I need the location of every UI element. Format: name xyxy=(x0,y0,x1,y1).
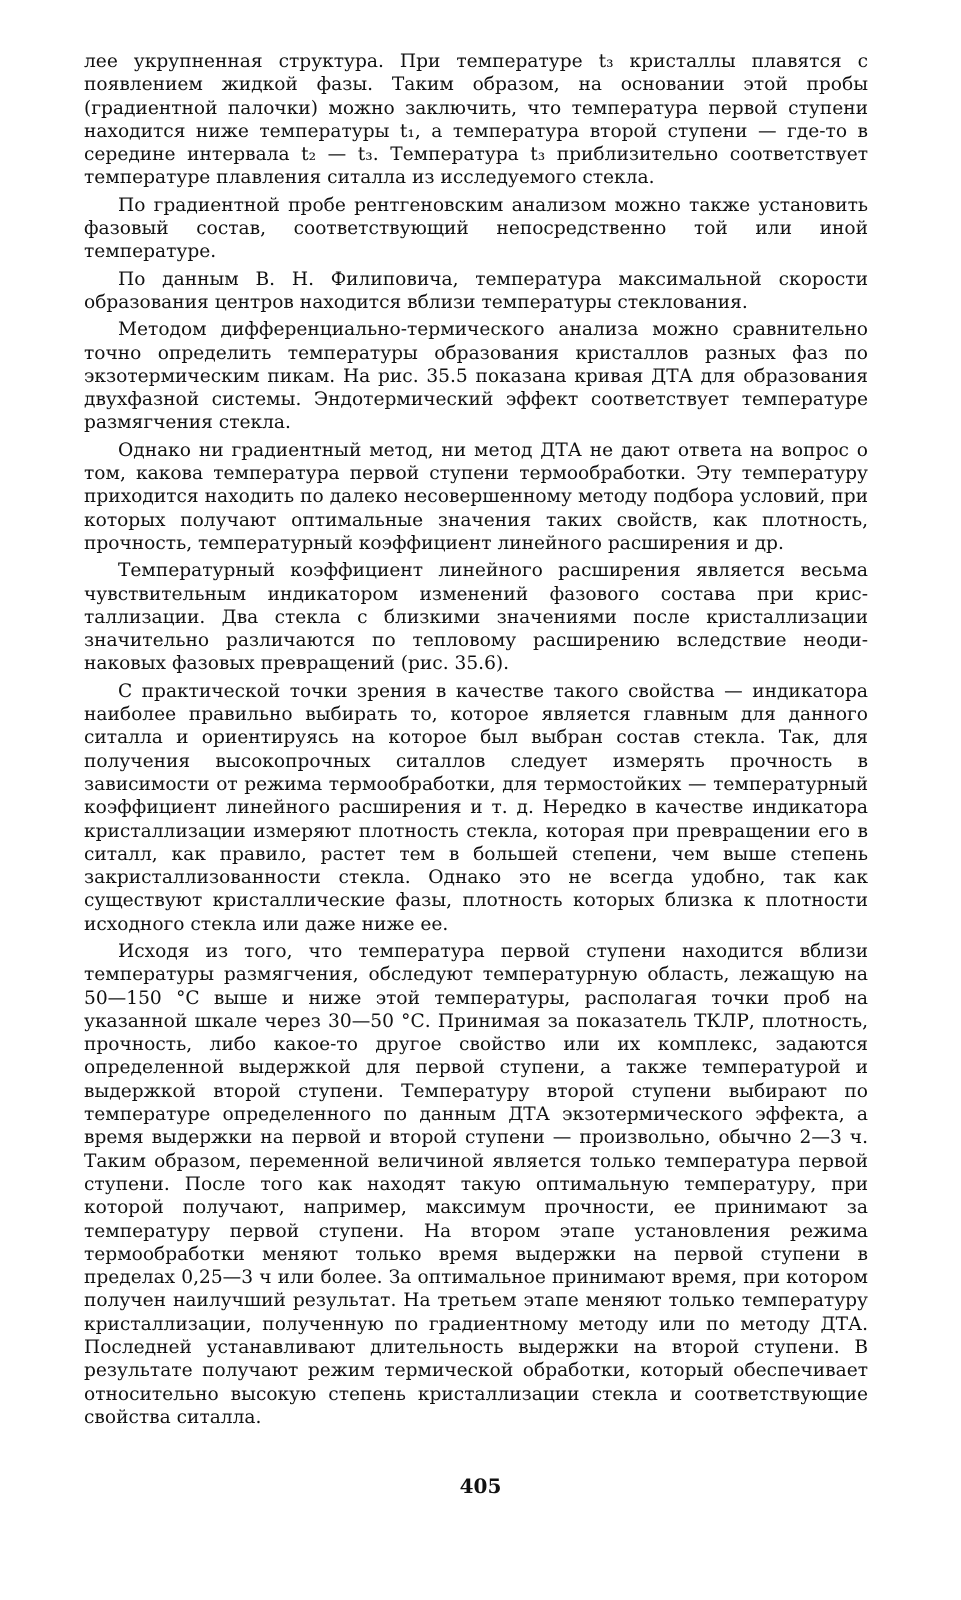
page-number: 405 xyxy=(459,1474,502,1498)
page-body xyxy=(84,50,868,1433)
paragraph-indicator-property: С практической точки зрения в качестве такого свойства — индикатора наиболее правильно выбирать то, которое является главным для данного ситалла и ориентируясь на которое был выбран состав стекла. Так, для получения высокопрочных ситаллов следует измерять прочность в зависимости от режима термообработки, для термостойких — температурный коэффициент линейного расширения и т. д. Нередко в качестве индикатора кристаллизации измеряют плотность стекла, которая при превращении его в ситалл, как правило, растет тем в большей степени, чем выше степень закристаллизованности стекла. Однако это не всегда удобно, так как существуют кристаллические фазы, плотность которых близка к плотности исходного стекла или даже ниже ее. xyxy=(84,680,868,935)
paragraph-first-stage-question: Однако ни градиентный метод, ни метод ДТА не дают ответа на вопрос о том, какова температура первой ступени термообработки. Эту температуру приходится находить по далеко несовершенному методу подбора условий, при которых получают оптимальные значения таких свойств, как плотность, прочность, температурный коэффициент линейного расширения и др. xyxy=(84,439,868,554)
paragraph-procedure: Исходя из того, что температура первой ступени находится вблизи температуры размягчения, обследуют температурную область, лежащую на 50—150 °С выше и ниже этой температуры, располагая точки проб на указанной шкале через 30—50 °С. Принимая за показатель ТКЛР, плотность, прочность, либо какое-то другое свойство или их комплекс, задаются определенной выдержкой для первой ступени, а также температурой и выдержкой второй ступени. Температуру второй ступени выбирают по температуре определенного по данным ДТА экзотермического эффекта, а время выдержки на первой и второй ступени — произвольно, обычно 2—3 ч. Таким образом, переменной величиной является только температура первой ступени. После того как находят такую оптимальную температуру, при которой получают, например, максимум прочности, ее принимают за температуру первой ступени. На втором этапе установления режима термообработки меняют только время выдержки на первой ступени в пределах 0,25—3 ч или более. За оптимальное принимают время, при котором получен наилучший результат. На третьем этапе меняют только температуру кристаллизации, полученную по градиентному методу или по методу ДТА. Последней устанавливают длительность выдержки на второй ступени. В результате получают режим термической обработки, который обеспечивает относительно высокую степень кристаллизации стекла и соответствующие свойства ситалла. xyxy=(84,940,868,1428)
paragraph-dta-method: Методом дифференциально-термического анализа можно сравнительно точно определить температуры образования кристаллов разных фаз по экзотермическим пикам. На рис. 35.5 показана кривая ДТА для образования двухфазной системы. Эндотермический эффект соответствует температуре размягчения стекла. xyxy=(84,319,868,434)
paragraph-thermal-expansion: Температурный коэффициент линейного расширения является весьма чувствительным индикатором изменений фазового состава при кристаллизации. Два стекла с близкими значениями после кристаллизации значительно различаются по тепловому расширению вследствие неодинаковых фазовых превращений (рис. 35.6). xyxy=(84,560,868,675)
paragraph-filipovich: По данным В. Н. Филиповича, температура максимальной скорости образования центров находится вблизи температуры стеклования. xyxy=(84,268,868,313)
paragraph-gradient-xray: По градиентной пробе рентгеновским анализом можно также установить фазовый состав, соответствующий непосредственно той или иной температуре. xyxy=(84,194,868,263)
paragraph-continuation: лее укрупненная структура. При температуре t₃ кристаллы плавятся с появлением жидкой фазы. Таким образом, на основании этой пробы (градиентной палочки) можно заключить, что температура первой ступени находится ниже температуры t₁, а температура второй ступени — где-то в середине интервала t₂ — t₃. Температура t₃ приблизительно соответствует температуре плавления ситалла из исследуемого стекла. xyxy=(84,51,868,189)
